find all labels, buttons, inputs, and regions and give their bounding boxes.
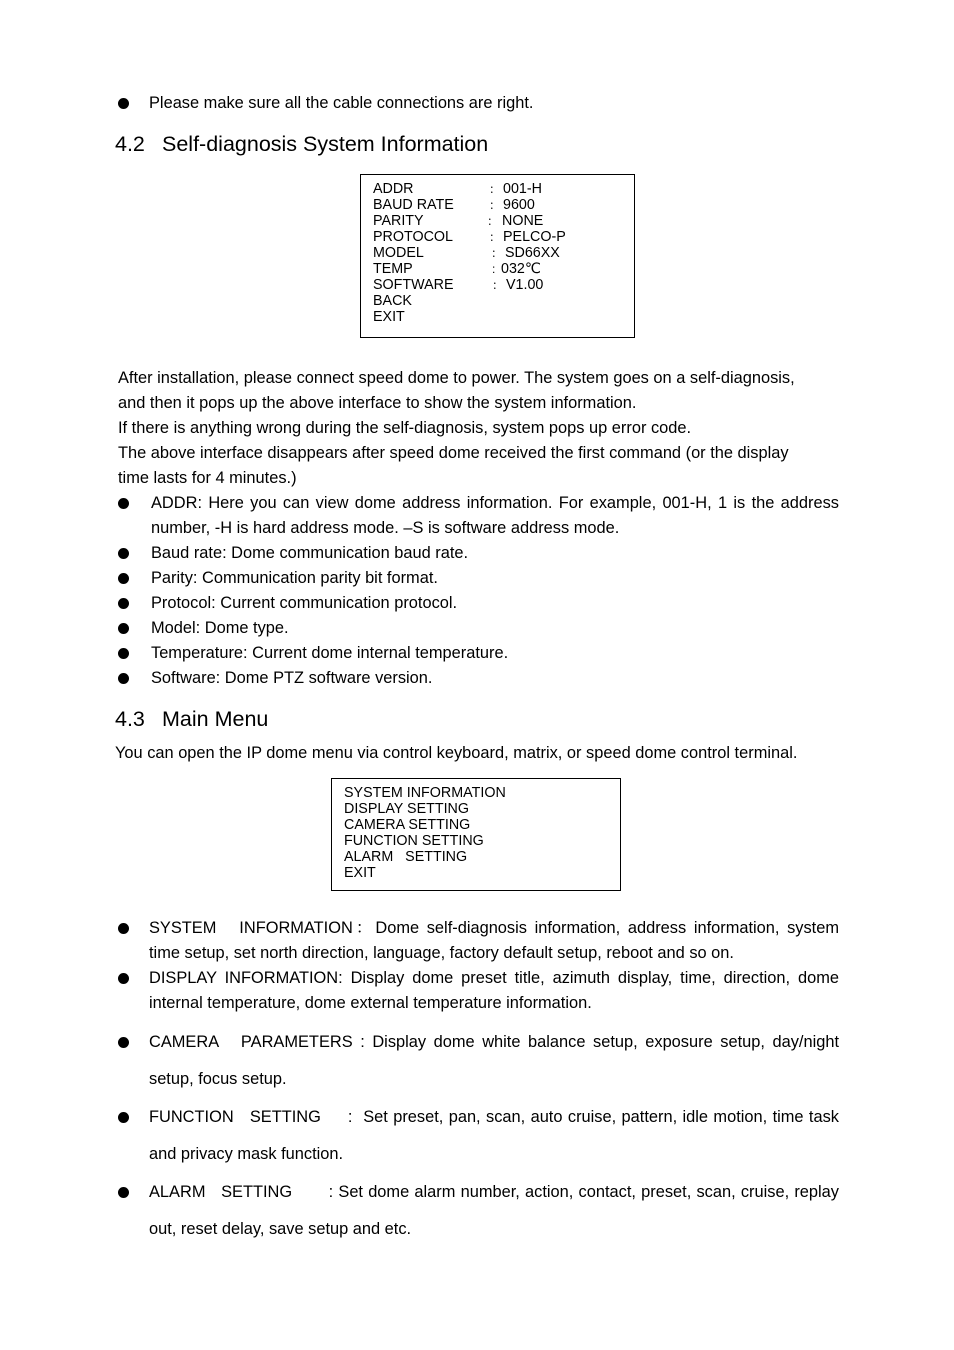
section-title: Main Menu [162, 707, 269, 731]
bullet-text: DISPLAY INFORMATION: Display dome preset title, azimuth display, time, direction, dome [149, 969, 839, 987]
bullet-dot [118, 1037, 129, 1048]
bullet-text: and privacy mask function. [149, 1145, 344, 1163]
bullet-dot [118, 923, 129, 934]
bullet-text: CAMERA PARAMETERS : Display dome white balance setup, exposure setup, day/night [149, 1033, 839, 1051]
section-number: 4.2 [115, 132, 145, 156]
info-row-label: PROTOCOL [373, 229, 453, 245]
menu-item-label: SYSTEM INFORMATION [344, 785, 506, 801]
paragraph-line: and then it pops up the above interface to show the system information. [118, 394, 637, 412]
info-row-label: EXIT [373, 309, 405, 325]
section-number: 4.3 [115, 707, 145, 731]
bullet-dot [118, 623, 129, 634]
bullet-dot [118, 1112, 129, 1123]
menu-item-label: DISPLAY SETTING [344, 801, 469, 817]
bullet-dot [118, 673, 129, 684]
bullet-dot [118, 973, 129, 984]
info-row-separator: : [492, 262, 496, 276]
info-row-separator: ： [489, 230, 502, 244]
info-row-value: PELCO-P [503, 229, 566, 245]
info-row-value: 9600 [503, 197, 535, 213]
section-4-2-heading [115, 131, 488, 157]
info-row-label: SOFTWARE [373, 277, 454, 293]
info-row-label: TEMP [373, 261, 413, 277]
bullet-text: ADDR: Here you can view dome address information. For example, 001-H, 1 is the address [151, 494, 839, 512]
info-row-label: PARITY [373, 213, 424, 229]
bullet-text: Model: Dome type. [151, 619, 289, 637]
info-row-label: BAUD RATE [373, 197, 454, 213]
bullet-text: ALARM SETTING : Set dome alarm number, action, contact, preset, scan, cruise, replay [149, 1183, 839, 1201]
bullet-text: Baud rate: Dome communication baud rate. [151, 544, 469, 562]
bullet-text: number, -H is hard address mode. –S is software address mode. [151, 519, 620, 537]
info-row-value: SD66XX [505, 245, 560, 261]
bullet-text: out, reset delay, save setup and etc. [149, 1220, 412, 1238]
system-info-box [360, 174, 635, 338]
bullet-text: Protocol: Current communication protocol. [151, 594, 458, 612]
paragraph-line: The above interface disappears after speed dome received the first command (or the display [118, 444, 789, 462]
info-row-separator: ： [492, 278, 505, 292]
bullet-dot [118, 1187, 129, 1198]
bullet-text: Temperature: Current dome internal temperature. [151, 644, 509, 662]
main-menu-box [331, 778, 621, 891]
bullet-text: internal temperature, dome external temperature information. [149, 994, 592, 1012]
section-title: Self-diagnosis System Information [162, 132, 489, 156]
bullet-text: Parity: Communication parity bit format. [151, 569, 438, 587]
bullet-dot [118, 98, 129, 109]
info-row-value: 032℃ [501, 261, 541, 277]
paragraph-line: time lasts for 4 minutes.) [118, 469, 297, 487]
main-menu-intro: You can open the IP dome menu via control keyboard, matrix, or speed dome control terminal. [115, 744, 798, 762]
menu-item-label: FUNCTION SETTING [344, 833, 484, 849]
intro-bullet-text: Please make sure all the cable connections are right. [149, 94, 534, 112]
info-row-separator: ： [489, 198, 502, 212]
info-row-label: MODEL [373, 245, 424, 261]
info-row-label: ADDR [373, 181, 414, 197]
paragraph-line: After installation, please connect speed dome to power. The system goes on a self-diagnosis, [118, 369, 795, 387]
info-row-separator: ： [487, 214, 500, 228]
menu-item-label: ALARM SETTING [344, 849, 468, 865]
bullet-dot [118, 598, 129, 609]
info-row-separator: ： [491, 246, 504, 260]
menu-item-label: CAMERA SETTING [344, 817, 471, 833]
menu-item-label: EXIT [344, 865, 376, 881]
info-row-value: NONE [502, 213, 544, 229]
bullet-dot [118, 648, 129, 659]
info-row-separator: ： [489, 182, 502, 196]
bullet-text: setup, focus setup. [149, 1070, 287, 1088]
bullet-text: Software: Dome PTZ software version. [151, 669, 433, 687]
bullet-dot [118, 573, 129, 584]
bullet-text: FUNCTION SETTING : Set preset, pan, scan, auto cruise, pattern, idle motion, time task [149, 1108, 839, 1126]
section-4-3-heading [115, 706, 268, 732]
info-row-label: BACK [373, 293, 412, 309]
bullet-dot [118, 548, 129, 559]
bullet-text: SYSTEM INFORMATION：Dome self-diagnosis information, address information, system [149, 919, 839, 937]
info-row-value: 001-H [503, 181, 542, 197]
bullet-text: time setup, set north direction, language, factory default setup, reboot and so on. [149, 944, 734, 962]
bullet-dot [118, 498, 129, 509]
info-row-value: V1.00 [506, 277, 544, 293]
paragraph-line: If there is anything wrong during the self-diagnosis, system pops up error code. [118, 419, 692, 437]
